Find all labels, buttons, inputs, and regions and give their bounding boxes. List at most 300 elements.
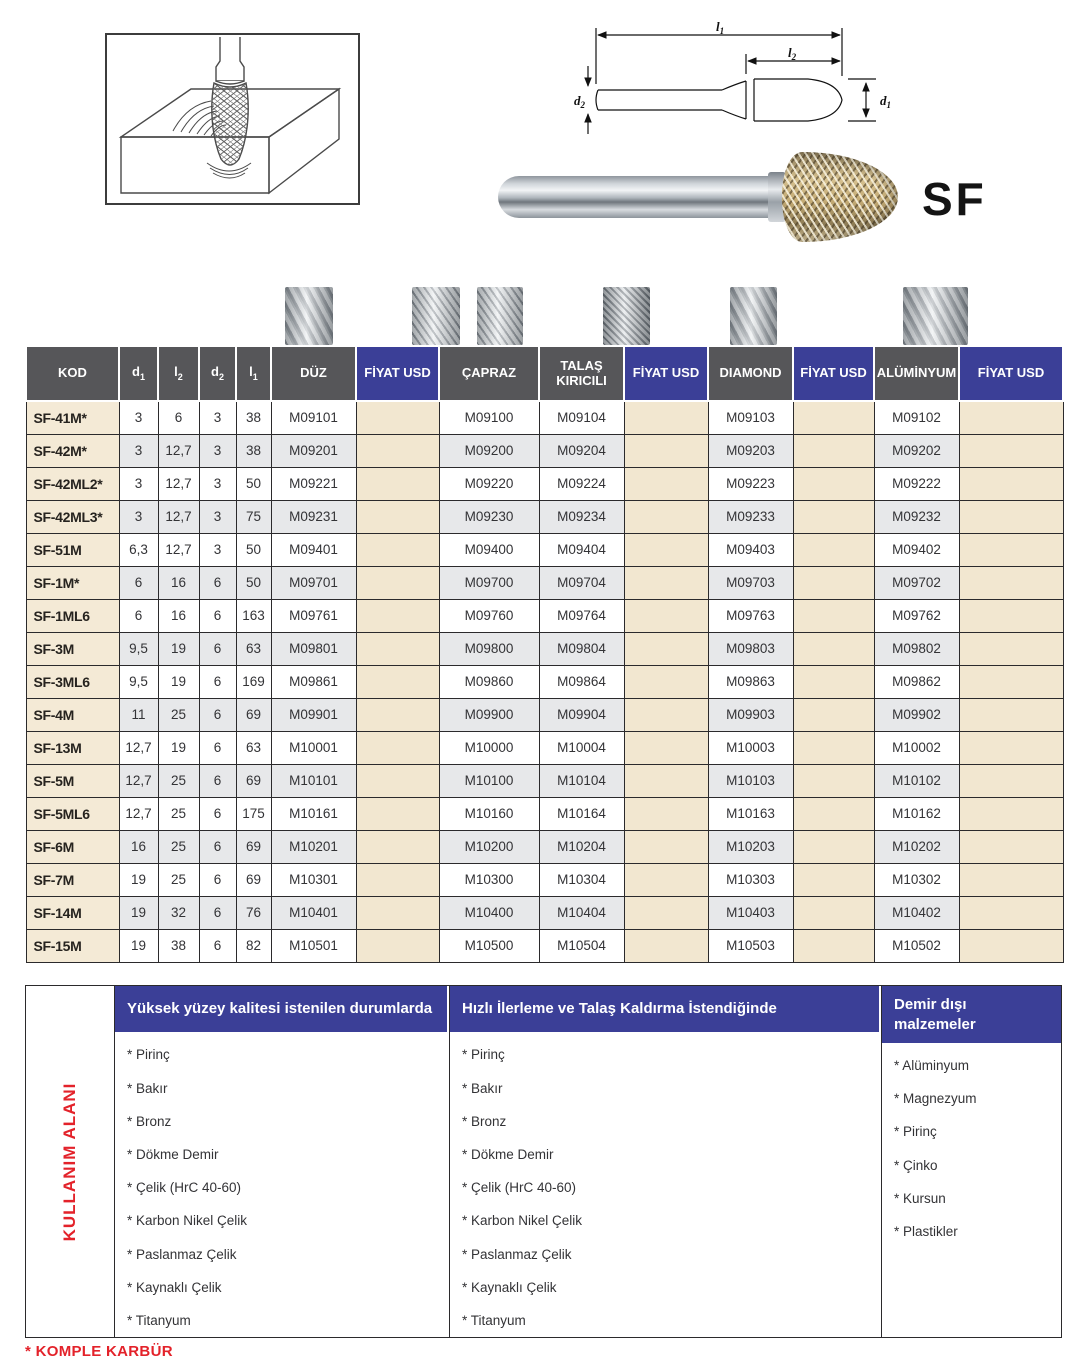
usage-list (115, 1032, 449, 1337)
price-cell (624, 698, 708, 731)
usage-item: * Pirinç (462, 1047, 505, 1063)
order-code-cell: M09802 (874, 632, 959, 665)
burr-cutting-drawing (107, 35, 358, 203)
order-code-cell: M09903 (708, 698, 793, 731)
value-cell: 6 (158, 401, 199, 434)
value-cell: 25 (158, 698, 199, 731)
value-cell: 6 (199, 632, 236, 665)
product-code-cell: SF-6M (26, 830, 119, 863)
value-cell: 6 (119, 566, 158, 599)
table-row (26, 929, 1063, 962)
price-cell (356, 863, 439, 896)
value-cell: 63 (236, 632, 271, 665)
value-cell: 69 (236, 863, 271, 896)
table-row (26, 533, 1063, 566)
table-row (26, 764, 1063, 797)
order-code-cell: M10104 (539, 764, 624, 797)
price-cell (624, 863, 708, 896)
spec-table (25, 345, 1064, 963)
value-cell: 3 (199, 533, 236, 566)
order-code-cell: M09864 (539, 665, 624, 698)
order-code-cell: M09401 (271, 533, 356, 566)
order-code-cell: M10164 (539, 797, 624, 830)
order-code-cell: M09904 (539, 698, 624, 731)
table-header-row (26, 346, 1063, 401)
price-cell (793, 797, 874, 830)
price-cell (959, 401, 1063, 434)
price-cell (793, 632, 874, 665)
value-cell: 3 (119, 434, 158, 467)
usage-header: Hızlı İlerleme ve Talaş Kaldırma İstendiğinde (450, 986, 881, 1032)
order-code-cell: M09763 (708, 599, 793, 632)
value-cell: 38 (158, 929, 199, 962)
product-code-cell: SF-7M (26, 863, 119, 896)
price-cell (959, 632, 1063, 665)
order-code-cell: M09764 (539, 599, 624, 632)
usage-item: * Alüminyum (894, 1058, 970, 1074)
value-cell: 3 (119, 401, 158, 434)
order-code-cell: M09100 (439, 401, 539, 434)
col-header-fiyat-4: FİYAT USD (959, 346, 1063, 401)
price-cell (624, 500, 708, 533)
usage-item: * Çinko (894, 1157, 938, 1173)
value-cell: 19 (158, 665, 199, 698)
price-cell (356, 698, 439, 731)
order-code-cell: M10402 (874, 896, 959, 929)
price-cell (356, 566, 439, 599)
value-cell: 6 (199, 764, 236, 797)
order-code-cell: M10101 (271, 764, 356, 797)
order-code-cell: M09801 (271, 632, 356, 665)
order-code-cell: M09203 (708, 434, 793, 467)
price-cell (624, 434, 708, 467)
price-cell (356, 731, 439, 764)
order-code-cell: M10300 (439, 863, 539, 896)
col-header-l1: $l_1$ (236, 346, 271, 401)
table-row (26, 665, 1063, 698)
table-row (26, 731, 1063, 764)
usage-item: * Bakır (127, 1080, 168, 1096)
order-code-cell: M10100 (439, 764, 539, 797)
order-code-cell: M10302 (874, 863, 959, 896)
price-cell (793, 830, 874, 863)
price-cell (959, 830, 1063, 863)
table-row (26, 698, 1063, 731)
price-cell (959, 599, 1063, 632)
usage-column (115, 985, 450, 1338)
usage-item: * Magnezyum (894, 1091, 977, 1107)
product-code-cell: SF-13M (26, 731, 119, 764)
price-cell (959, 797, 1063, 830)
order-code-cell: M09404 (539, 533, 624, 566)
value-cell: 12,7 (158, 533, 199, 566)
price-cell (356, 632, 439, 665)
order-code-cell: M10401 (271, 896, 356, 929)
col-header-duz: DÜZ (271, 346, 356, 401)
price-cell (624, 533, 708, 566)
col-header-l2: $l_2$ (158, 346, 199, 401)
usage-vertical-label: KULLANIM ALANI (60, 1082, 79, 1241)
value-cell: 6 (119, 599, 158, 632)
value-cell: 38 (236, 434, 271, 467)
dim-label-l1: $l_1$ (716, 19, 725, 36)
product-code-cell: SF-3M (26, 632, 119, 665)
price-cell (959, 566, 1063, 599)
order-code-cell: M09102 (874, 401, 959, 434)
price-cell (793, 434, 874, 467)
product-code-cell: SF-42M* (26, 434, 119, 467)
usage-item: * Kaynaklı Çelik (462, 1279, 557, 1295)
usage-item: * Kursun (894, 1190, 946, 1206)
table-row (26, 500, 1063, 533)
order-code-cell: M10003 (708, 731, 793, 764)
product-code-cell: SF-3ML6 (26, 665, 119, 698)
price-cell (624, 566, 708, 599)
usage-list (882, 1043, 1061, 1248)
order-code-cell: M10400 (439, 896, 539, 929)
order-code-cell: M09702 (874, 566, 959, 599)
price-cell (793, 500, 874, 533)
order-code-cell: M09230 (439, 500, 539, 533)
dimension-diagram (570, 18, 900, 143)
usage-item: * Kaynaklı Çelik (127, 1279, 222, 1295)
order-code-cell: M10203 (708, 830, 793, 863)
dim-label-d1: $d_1$ (880, 93, 891, 110)
order-code-cell: M09104 (539, 401, 624, 434)
order-code-cell: M10204 (539, 830, 624, 863)
value-cell: 19 (158, 632, 199, 665)
order-code-cell: M09224 (539, 467, 624, 500)
value-cell: 19 (119, 896, 158, 929)
order-code-cell: M09804 (539, 632, 624, 665)
order-code-cell: M10202 (874, 830, 959, 863)
burr-texture-thumb (412, 287, 460, 345)
footer-note: * KOMPLE KARBÜR (25, 1343, 173, 1360)
order-code-cell: M10404 (539, 896, 624, 929)
product-code-cell: SF-1ML6 (26, 599, 119, 632)
price-cell (356, 830, 439, 863)
usage-item: * Bronz (127, 1113, 172, 1129)
value-cell: 25 (158, 764, 199, 797)
value-cell: 63 (236, 731, 271, 764)
order-code-cell: M10403 (708, 896, 793, 929)
price-cell (959, 500, 1063, 533)
usage-item: * Bakır (462, 1080, 503, 1096)
price-cell (356, 599, 439, 632)
value-cell: 9,5 (119, 665, 158, 698)
value-cell: 175 (236, 797, 271, 830)
order-code-cell: M09700 (439, 566, 539, 599)
order-code-cell: M09762 (874, 599, 959, 632)
price-cell (793, 698, 874, 731)
burr-texture-thumb-capraz (477, 287, 523, 345)
price-cell (793, 467, 874, 500)
price-cell (959, 863, 1063, 896)
product-code-cell: SF-1M* (26, 566, 119, 599)
col-header-d1: $d_1$ (119, 346, 158, 401)
value-cell: 25 (158, 863, 199, 896)
usage-item: * Pirinç (127, 1047, 170, 1063)
value-cell: 9,5 (119, 632, 158, 665)
price-cell (793, 665, 874, 698)
value-cell: 12,7 (119, 797, 158, 830)
value-cell: 3 (199, 500, 236, 533)
table-row (26, 896, 1063, 929)
price-cell (624, 731, 708, 764)
value-cell: 6 (199, 698, 236, 731)
value-cell: 6 (199, 566, 236, 599)
price-cell (793, 566, 874, 599)
order-code-cell: M09201 (271, 434, 356, 467)
order-code-cell: M10162 (874, 797, 959, 830)
order-code-cell: M10504 (539, 929, 624, 962)
order-code-cell: M09703 (708, 566, 793, 599)
table-row (26, 797, 1063, 830)
table-row (26, 830, 1063, 863)
order-code-cell: M10501 (271, 929, 356, 962)
col-header-fiyat-2: FİYAT USD (624, 346, 708, 401)
value-cell: 25 (158, 830, 199, 863)
value-cell: 3 (119, 500, 158, 533)
order-code-cell: M09101 (271, 401, 356, 434)
value-cell: 16 (119, 830, 158, 863)
table-body (26, 401, 1063, 962)
order-code-cell: M09704 (539, 566, 624, 599)
value-cell: 19 (119, 863, 158, 896)
value-cell: 50 (236, 533, 271, 566)
value-cell: 3 (199, 401, 236, 434)
order-code-cell: M10002 (874, 731, 959, 764)
value-cell: 19 (119, 929, 158, 962)
col-header-d2: $d_2$ (199, 346, 236, 401)
value-cell: 19 (158, 731, 199, 764)
value-cell: 12,7 (158, 500, 199, 533)
burr-texture-thumb-diamond (730, 287, 777, 345)
price-cell (793, 764, 874, 797)
price-cell (959, 764, 1063, 797)
col-header-kod: KOD (26, 346, 119, 401)
price-cell (624, 797, 708, 830)
table-row (26, 599, 1063, 632)
order-code-cell: M09902 (874, 698, 959, 731)
usage-item: * Bronz (462, 1113, 507, 1129)
value-cell: 163 (236, 599, 271, 632)
price-cell (793, 896, 874, 929)
table-row (26, 434, 1063, 467)
order-code-cell: M09222 (874, 467, 959, 500)
series-label: SF (922, 173, 987, 225)
order-code-cell: M10503 (708, 929, 793, 962)
price-cell (793, 863, 874, 896)
usage-item: * Çelik (HrC 40-60) (127, 1180, 242, 1196)
product-code-cell: SF-51M (26, 533, 119, 566)
order-code-cell: M10001 (271, 731, 356, 764)
burr-product-photo (498, 150, 908, 246)
order-code-cell: M09200 (439, 434, 539, 467)
price-cell (624, 632, 708, 665)
price-cell (356, 500, 439, 533)
usage-vertical-label-cell (25, 985, 115, 1338)
value-cell: 6 (199, 830, 236, 863)
burr-shank (498, 176, 776, 218)
value-cell: 16 (158, 566, 199, 599)
dim-label-l2: $l_2$ (788, 45, 797, 62)
usage-item: * Pirinç (894, 1124, 937, 1140)
order-code-cell: M10004 (539, 731, 624, 764)
order-code-cell: M10304 (539, 863, 624, 896)
order-code-cell: M09234 (539, 500, 624, 533)
value-cell: 16 (158, 599, 199, 632)
usage-column (882, 985, 1062, 1338)
usage-header: Demir dışı malzemeler (882, 986, 1061, 1043)
value-cell: 3 (199, 467, 236, 500)
value-cell: 76 (236, 896, 271, 929)
price-cell (356, 896, 439, 929)
table-row (26, 632, 1063, 665)
value-cell: 12,7 (158, 467, 199, 500)
price-cell (959, 434, 1063, 467)
price-cell (624, 929, 708, 962)
price-cell (356, 434, 439, 467)
product-code-cell: SF-41M* (26, 401, 119, 434)
order-code-cell: M09803 (708, 632, 793, 665)
col-header-talas-kiricili: TALAŞ KIRICILI (539, 346, 624, 401)
usage-item: * Titanyum (127, 1312, 191, 1328)
order-code-cell: M10103 (708, 764, 793, 797)
order-code-cell: M09403 (708, 533, 793, 566)
order-code-cell: M10502 (874, 929, 959, 962)
order-code-cell: M09400 (439, 533, 539, 566)
value-cell: 12,7 (119, 764, 158, 797)
usage-item: * Titanyum (462, 1312, 526, 1328)
value-cell: 6 (199, 665, 236, 698)
usage-item: * Karbon Nikel Çelik (462, 1213, 583, 1229)
table-row (26, 467, 1063, 500)
order-code-cell: M09701 (271, 566, 356, 599)
value-cell: 6 (199, 599, 236, 632)
price-cell (793, 929, 874, 962)
order-code-cell: M09800 (439, 632, 539, 665)
order-code-cell: M10160 (439, 797, 539, 830)
value-cell: 75 (236, 500, 271, 533)
value-cell: 6 (199, 929, 236, 962)
price-cell (624, 896, 708, 929)
order-code-cell: M09402 (874, 533, 959, 566)
order-code-cell: M09862 (874, 665, 959, 698)
order-code-cell: M09901 (271, 698, 356, 731)
value-cell: 6 (199, 863, 236, 896)
order-code-cell: M09863 (708, 665, 793, 698)
price-cell (959, 896, 1063, 929)
col-header-capraz: ÇAPRAZ (439, 346, 539, 401)
order-code-cell: M09233 (708, 500, 793, 533)
order-code-cell: M09231 (271, 500, 356, 533)
price-cell (959, 533, 1063, 566)
value-cell: 50 (236, 467, 271, 500)
table-row (26, 566, 1063, 599)
price-cell (356, 401, 439, 434)
usage-header: Yüksek yüzey kalitesi istenilen durumlarda (115, 986, 449, 1032)
product-code-cell: SF-15M (26, 929, 119, 962)
value-cell: 12,7 (119, 731, 158, 764)
order-code-cell: M10201 (271, 830, 356, 863)
price-cell (793, 533, 874, 566)
order-code-cell: M09900 (439, 698, 539, 731)
order-code-cell: M09103 (708, 401, 793, 434)
usage-column (450, 985, 882, 1338)
order-code-cell: M09202 (874, 434, 959, 467)
usage-item: * Dökme Demir (127, 1146, 219, 1162)
price-cell (959, 467, 1063, 500)
value-cell: 6 (199, 731, 236, 764)
product-code-cell: SF-42ML2* (26, 467, 119, 500)
order-code-cell: M09760 (439, 599, 539, 632)
order-code-cell: M09221 (271, 467, 356, 500)
price-cell (624, 599, 708, 632)
usage-item: * Karbon Nikel Çelik (127, 1213, 248, 1229)
value-cell: 169 (236, 665, 271, 698)
value-cell: 6 (199, 896, 236, 929)
table-row (26, 401, 1063, 434)
value-cell: 69 (236, 764, 271, 797)
order-code-cell: M10000 (439, 731, 539, 764)
usage-item: * Dökme Demir (462, 1146, 554, 1162)
col-header-diamond: DIAMOND (708, 346, 793, 401)
value-cell: 69 (236, 698, 271, 731)
product-code-cell: SF-4M (26, 698, 119, 731)
price-cell (356, 764, 439, 797)
usage-list (450, 1032, 881, 1337)
order-code-cell: M09761 (271, 599, 356, 632)
price-cell (793, 731, 874, 764)
order-code-cell: M09861 (271, 665, 356, 698)
value-cell: 6 (199, 797, 236, 830)
price-cell (959, 929, 1063, 962)
price-cell (356, 929, 439, 962)
value-cell: 6,3 (119, 533, 158, 566)
price-cell (624, 665, 708, 698)
usage-item: * Paslanmaz Çelik (462, 1246, 572, 1262)
product-code-cell: SF-42ML3* (26, 500, 119, 533)
col-header-fiyat-3: FİYAT USD (793, 346, 874, 401)
order-code-cell: M09232 (874, 500, 959, 533)
price-cell (793, 599, 874, 632)
price-cell (624, 764, 708, 797)
price-cell (793, 401, 874, 434)
burr-texture-thumb-talas (603, 287, 650, 345)
order-code-cell: M10500 (439, 929, 539, 962)
order-code-cell: M10303 (708, 863, 793, 896)
price-cell (624, 401, 708, 434)
usage-item: * Çelik (HrC 40-60) (462, 1180, 577, 1196)
price-cell (959, 665, 1063, 698)
table-row (26, 863, 1063, 896)
burr-fluted-head (782, 152, 898, 242)
value-cell: 50 (236, 566, 271, 599)
value-cell: 25 (158, 797, 199, 830)
col-header-fiyat-1: FİYAT USD (356, 346, 439, 401)
price-cell (624, 830, 708, 863)
order-code-cell: M09223 (708, 467, 793, 500)
value-cell: 82 (236, 929, 271, 962)
burr-texture-thumb-aluminyum (903, 287, 968, 345)
price-cell (356, 467, 439, 500)
usage-item: * Plastikler (894, 1224, 958, 1240)
value-cell: 11 (119, 698, 158, 731)
usage-item: * Paslanmaz Çelik (127, 1246, 237, 1262)
value-cell: 12,7 (158, 434, 199, 467)
order-code-cell: M09204 (539, 434, 624, 467)
